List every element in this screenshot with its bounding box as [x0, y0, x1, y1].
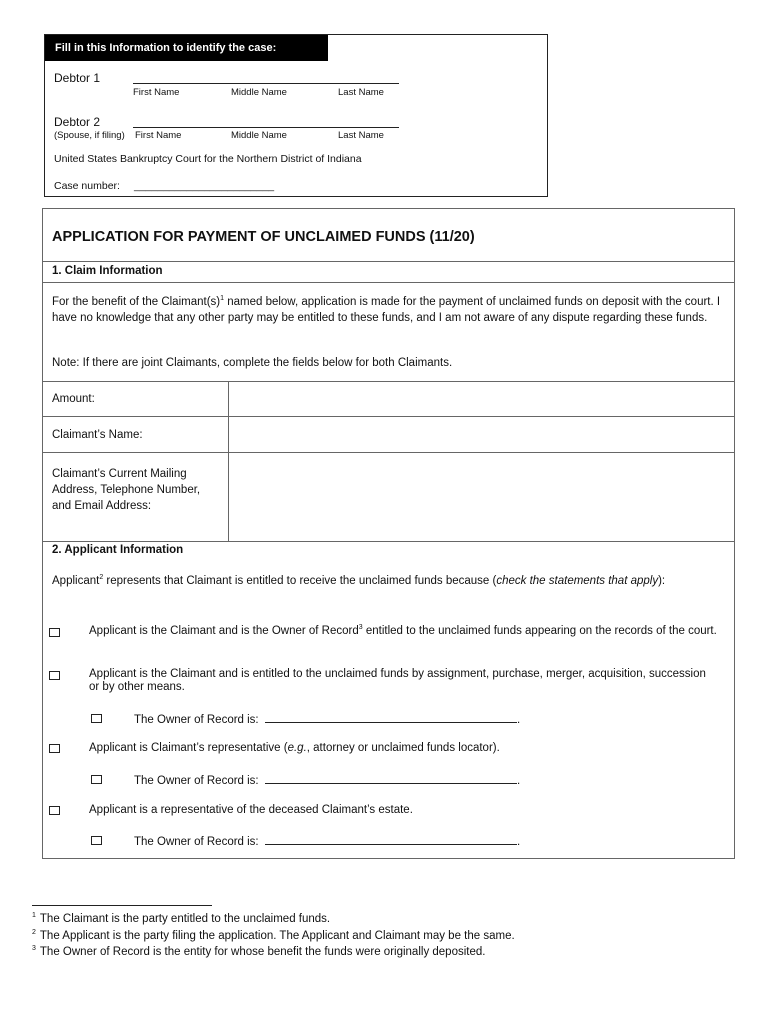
- divider: [43, 282, 734, 283]
- option4-checkbox[interactable]: [49, 806, 60, 815]
- debtor1-middle-name-caption: Middle Name: [231, 87, 287, 98]
- spouse-note: (Spouse, if filing): [54, 130, 125, 141]
- owner-of-record-row-2: The Owner of Record is: .: [134, 771, 520, 789]
- owner-of-record-field-1[interactable]: [265, 710, 517, 723]
- owner-of-record-checkbox-1[interactable]: [91, 714, 102, 723]
- footnote-3: $^3$ The Owner of Record is the entity for whose benefit the funds were originally deposited.: [32, 945, 486, 958]
- debtor1-name-field[interactable]: [133, 83, 399, 84]
- debtor1-first-name-caption: First Name: [133, 87, 180, 98]
- claim-paragraph: For the benefit of the $Claimant(s)^1$ named below, application is made for the payment of unclaimed funds on deposit with the court. I have no knowledge that any other party may be entitled to these funds, and I am not aware of any dispute regarding these funds.: [52, 295, 721, 324]
- section1-heading: 1. Claim Information: [52, 265, 163, 277]
- footnote-1: $^1$ The Claimant is the party entitled to the unclaimed funds.: [32, 912, 331, 925]
- joint-claimants-note: Note: If there are joint Claimants, complete the fields below for both Claimants.: [52, 357, 453, 369]
- owner-of-record-checkbox-2[interactable]: [91, 775, 102, 784]
- case-number-field[interactable]: ________________________: [134, 180, 275, 192]
- divider: [43, 261, 734, 262]
- option2-text: Applicant is the Claimant and is entitled to the unclaimed funds by assignment, purchase, merger, acquisition, succession or by other means.: [89, 668, 706, 693]
- debtor2-name-field[interactable]: [133, 127, 399, 128]
- debtor2-last-name-caption: Last Name: [338, 130, 384, 141]
- owner-of-record-row-3: The Owner of Record is: .: [134, 832, 520, 850]
- claimant-name-label: Claimant’s Name:: [52, 429, 143, 441]
- owner-of-record-checkbox-3[interactable]: [91, 836, 102, 845]
- owner-of-record-field-2[interactable]: [265, 771, 517, 784]
- applicant-intro: Applicant$^2$ represents that Claimant is entitled to receive the unclaimed funds because (check the statements that apply):: [52, 574, 666, 587]
- case-number-label: Case number:: [54, 180, 120, 192]
- debtor2-label: Debtor 2: [54, 115, 101, 129]
- option1-checkbox[interactable]: [49, 628, 60, 637]
- debtor1-label: Debtor 1: [54, 71, 101, 85]
- option3-checkbox[interactable]: [49, 744, 60, 753]
- debtor2-middle-name-caption: Middle Name: [231, 130, 287, 141]
- option4-text: Applicant is a representative of the deceased Claimant’s estate.: [89, 804, 413, 816]
- claimant-address-label: Claimant’s Current Mailing Address, Telephone Number, and Email Address:: [52, 468, 201, 512]
- claimant-name-input[interactable]: [230, 417, 734, 451]
- debtor2-first-name-caption: First Name: [135, 130, 182, 141]
- owner-of-record-row-1: The Owner of Record is: .: [134, 710, 520, 728]
- amount-label: Amount:: [52, 393, 95, 405]
- option1-text: Applicant is the Claimant and is the Owner of Record$^3$ entitled to the unclaimed funds appearing on the records of the court.: [89, 624, 717, 637]
- section2-heading: 2. Applicant Information: [52, 544, 184, 556]
- case-identification-box: [44, 34, 548, 197]
- option2-checkbox[interactable]: [49, 671, 60, 680]
- owner-of-record-field-3[interactable]: [265, 832, 517, 845]
- amount-input[interactable]: [230, 382, 734, 415]
- divider: [43, 541, 734, 542]
- claimant-address-input[interactable]: [230, 453, 734, 540]
- footnote-2: $^2$ The Applicant is the party filing the application. The Applicant and Claimant may be the same.: [32, 929, 515, 942]
- form-title: APPLICATION FOR PAYMENT OF UNCLAIMED FUNDS (11/20): [52, 229, 475, 245]
- divider: [228, 381, 229, 541]
- application-form: [42, 208, 735, 859]
- court-name: United States Bankruptcy Court for the Northern District of Indiana: [54, 153, 362, 165]
- footnote-rule: [32, 905, 212, 906]
- option3-text: Applicant is Claimant’s representative (e.g., attorney or unclaimed funds locator).: [89, 742, 500, 754]
- case-box-header: Fill in this Information to identify the case:: [45, 35, 328, 61]
- debtor1-last-name-caption: Last Name: [338, 87, 384, 98]
